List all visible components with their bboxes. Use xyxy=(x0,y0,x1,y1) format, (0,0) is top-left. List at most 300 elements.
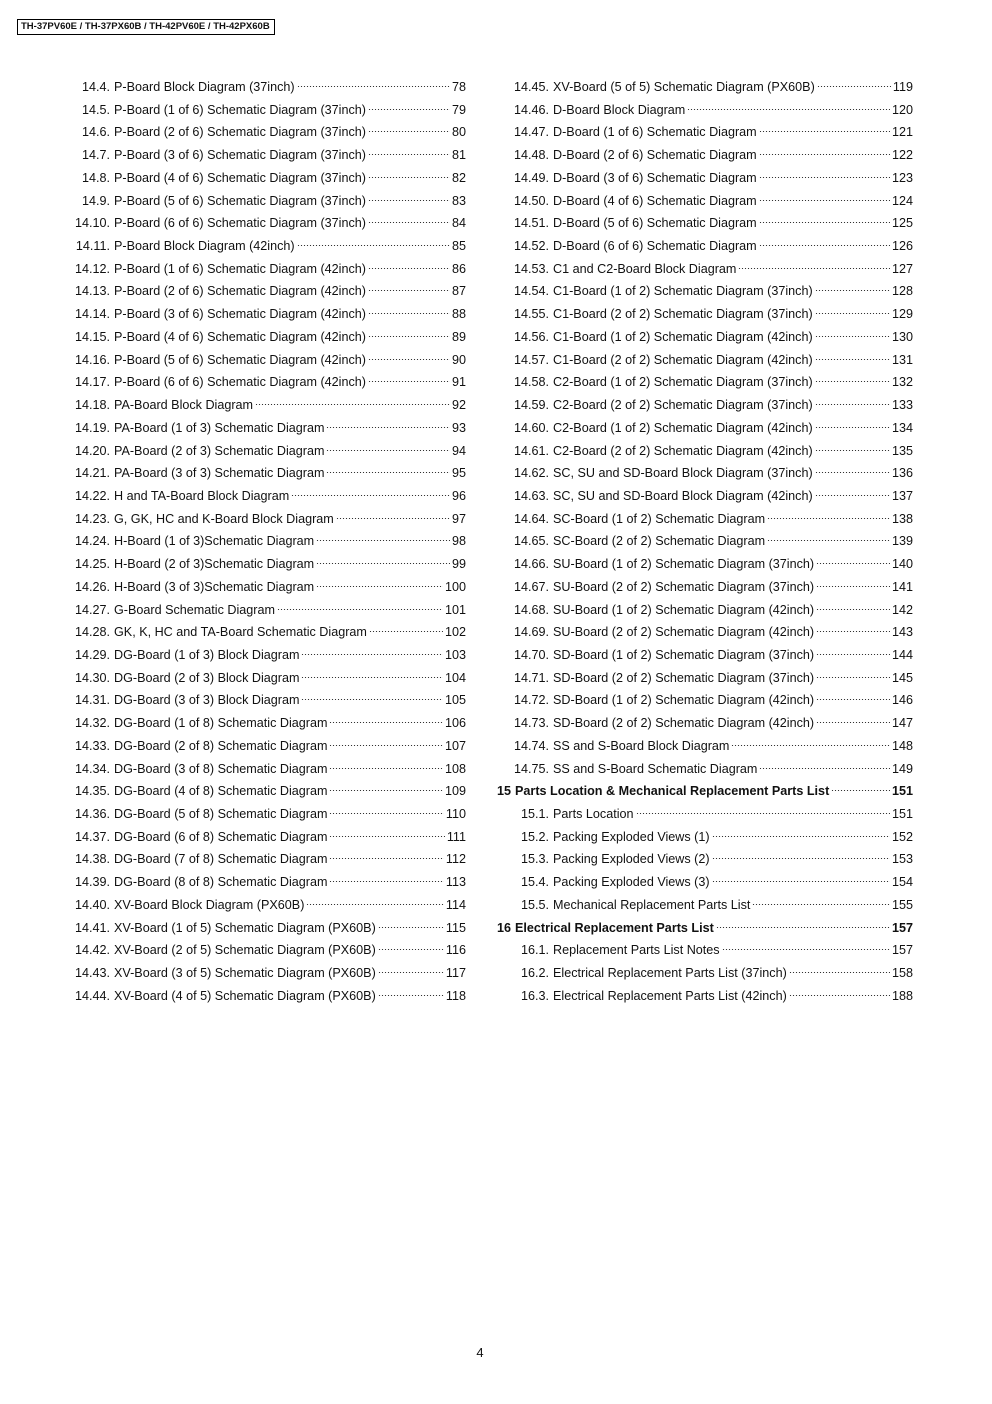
toc-entry-page: 99 xyxy=(451,557,466,572)
dotted-leader xyxy=(368,131,450,132)
toc-entry-title: DG-Board (7 of 8) Schematic Diagram xyxy=(114,852,328,867)
toc-entry-title: DG-Board (2 of 3) Block Diagram xyxy=(114,670,300,685)
toc-entry[interactable] xyxy=(497,621,913,644)
toc-entry-title: Replacement Parts List Notes xyxy=(553,943,720,958)
dotted-leader xyxy=(378,927,444,928)
toc-entry-page: 145 xyxy=(891,670,913,685)
model-header: TH-37PV60E / TH-37PX60B / TH-42PV60E / TH-42PX60B xyxy=(17,19,275,35)
toc-entry[interactable] xyxy=(497,894,913,917)
toc-entry-page: 155 xyxy=(891,897,913,912)
toc-entry[interactable] xyxy=(497,667,913,690)
toc-entry[interactable] xyxy=(70,826,466,849)
toc-entry[interactable] xyxy=(497,553,913,576)
toc-entry[interactable] xyxy=(70,758,466,781)
toc-entry-title: DG-Board (8 of 8) Schematic Diagram xyxy=(114,875,328,890)
toc-entry-page: 85 xyxy=(451,239,466,254)
toc-entry-number: 15.5. xyxy=(520,897,549,912)
toc-entry[interactable] xyxy=(497,644,913,667)
toc-entry[interactable] xyxy=(70,303,466,326)
dotted-leader xyxy=(789,995,890,996)
toc-entry[interactable] xyxy=(497,99,913,122)
dotted-leader xyxy=(759,245,890,246)
toc-entry-page: 116 xyxy=(445,943,466,958)
toc-entry-page: 158 xyxy=(891,966,913,981)
toc-entry-number: 14.71. xyxy=(513,670,549,685)
dotted-leader xyxy=(369,631,443,632)
toc-entry[interactable] xyxy=(70,258,466,281)
toc-entry[interactable] xyxy=(497,826,913,849)
toc-entry-number: 14.70. xyxy=(513,647,549,662)
dotted-leader xyxy=(329,790,443,791)
dotted-leader xyxy=(368,336,450,337)
toc-entry-page: 127 xyxy=(891,261,913,276)
toc-entry-number: 14.17. xyxy=(74,375,110,390)
toc-entry-title: DG-Board (1 of 3) Block Diagram xyxy=(114,647,300,662)
toc-entry[interactable] xyxy=(497,985,913,1008)
toc-entry-number: 14.13. xyxy=(74,284,110,299)
dotted-leader xyxy=(316,586,443,587)
toc-entry-title: P-Board (4 of 6) Schematic Diagram (42inch) xyxy=(114,329,366,344)
toc-entry[interactable] xyxy=(497,485,913,508)
toc-entry-number: 14.63. xyxy=(513,488,549,503)
dotted-leader xyxy=(329,722,443,723)
toc-entry-title: D-Board (1 of 6) Schematic Diagram xyxy=(553,125,757,140)
dotted-leader xyxy=(738,268,890,269)
toc-entry-title: C1-Board (1 of 2) Schematic Diagram (42inch) xyxy=(553,329,813,344)
toc-entry[interactable] xyxy=(70,485,466,508)
toc-entry-title: XV-Board Block Diagram (PX60B) xyxy=(114,897,305,912)
toc-entry[interactable] xyxy=(70,780,466,803)
dotted-leader xyxy=(712,881,890,882)
toc-entry-title: P-Board (3 of 6) Schematic Diagram (37inch) xyxy=(114,148,366,163)
toc-entry-number: 14.43. xyxy=(74,966,110,981)
toc-entry[interactable] xyxy=(497,371,913,394)
toc-entry-title: PA-Board (1 of 3) Schematic Diagram xyxy=(114,420,325,435)
toc-entry[interactable] xyxy=(70,576,466,599)
toc-entry-title: G-Board Schematic Diagram xyxy=(114,602,275,617)
toc-entry[interactable] xyxy=(497,190,913,213)
toc-entry-title: SS and S-Board Schematic Diagram xyxy=(553,761,758,776)
toc-entry[interactable] xyxy=(70,667,466,690)
toc-entry[interactable] xyxy=(497,462,913,485)
toc-entry-title: C2-Board (1 of 2) Schematic Diagram (37inch) xyxy=(553,375,813,390)
toc-entry-title: P-Board (6 of 6) Schematic Diagram (37inch) xyxy=(114,216,366,231)
dotted-leader xyxy=(687,109,890,110)
toc-entry-page: 148 xyxy=(891,738,913,753)
toc-entry-title: Packing Exploded Views (2) xyxy=(553,852,710,867)
toc-entry-page: 114 xyxy=(445,897,466,912)
toc-entry-number: 14.6. xyxy=(81,125,110,140)
toc-entry-page: 133 xyxy=(891,398,913,413)
toc-entry-page: 157 xyxy=(891,943,913,958)
dotted-leader xyxy=(329,745,443,746)
toc-entry[interactable] xyxy=(70,394,466,417)
toc-entry-title: C1 and C2-Board Block Diagram xyxy=(553,261,737,276)
dotted-leader xyxy=(759,200,890,201)
dotted-leader xyxy=(291,495,450,496)
toc-entry[interactable] xyxy=(70,349,466,372)
toc-entry-page: 105 xyxy=(444,693,466,708)
toc-entry-page: 88 xyxy=(451,307,466,322)
toc-entry[interactable] xyxy=(70,848,466,871)
toc-entry[interactable] xyxy=(497,939,913,962)
dotted-leader xyxy=(368,222,450,223)
toc-entry-number: 14.45. xyxy=(513,80,549,94)
toc-entry[interactable] xyxy=(497,576,913,599)
toc-entry[interactable] xyxy=(70,894,466,917)
toc-entry-page: 90 xyxy=(451,352,466,367)
toc-entry-number: 14.33. xyxy=(74,738,110,753)
toc-entry-page: 138 xyxy=(891,511,913,526)
toc-entry-number: 14.10. xyxy=(74,216,110,231)
toc-entry-number: 14.15. xyxy=(74,329,110,344)
toc-entry[interactable] xyxy=(70,962,466,985)
toc-entry-page: 101 xyxy=(444,602,466,617)
toc-entry-page: 111 xyxy=(446,829,466,844)
toc-entry-page: 121 xyxy=(891,125,913,140)
toc-entry-number: 14.19. xyxy=(74,420,110,435)
dotted-leader xyxy=(368,290,450,291)
toc-entry[interactable] xyxy=(497,326,913,349)
dotted-leader xyxy=(368,177,450,178)
toc-entry-title: C1-Board (2 of 2) Schematic Diagram (37inch) xyxy=(553,307,813,322)
toc-entry[interactable] xyxy=(70,553,466,576)
dotted-leader xyxy=(301,699,443,700)
toc-entry-page: 135 xyxy=(891,443,913,458)
toc-entry-number: 14.18. xyxy=(74,398,110,413)
toc-entry-title: P-Board (2 of 6) Schematic Diagram (37inch) xyxy=(114,125,366,140)
dotted-leader xyxy=(816,722,890,723)
toc-entry-title: PA-Board (2 of 3) Schematic Diagram xyxy=(114,443,325,458)
toc-entry-number: 14.24. xyxy=(74,534,110,549)
toc-entry[interactable] xyxy=(70,371,466,394)
toc-entry-number: 14.58. xyxy=(513,375,549,390)
dotted-leader xyxy=(759,177,890,178)
toc-entry-title: P-Board (6 of 6) Schematic Diagram (42inch) xyxy=(114,375,366,390)
dotted-leader xyxy=(759,222,890,223)
dotted-leader xyxy=(816,586,890,587)
dotted-leader xyxy=(816,631,890,632)
toc-entry-title: SC-Board (1 of 2) Schematic Diagram xyxy=(553,511,766,526)
toc-entry[interactable] xyxy=(497,212,913,235)
toc-entry-page: 124 xyxy=(891,193,913,208)
toc-entry[interactable] xyxy=(70,417,466,440)
toc-entry-page: 137 xyxy=(891,488,913,503)
toc-entry[interactable] xyxy=(497,712,913,735)
dotted-leader xyxy=(712,836,890,837)
toc-entry-number: 14.20. xyxy=(74,443,110,458)
dotted-leader xyxy=(329,858,443,859)
toc-entry-number: 14.16. xyxy=(74,352,110,367)
toc-entry[interactable] xyxy=(497,76,913,99)
toc-entry-page: 132 xyxy=(891,375,913,390)
toc-entry-page: 97 xyxy=(451,511,466,526)
toc-entry-title: DG-Board (3 of 8) Schematic Diagram xyxy=(114,761,328,776)
toc-entry[interactable] xyxy=(497,144,913,167)
toc-entry-page: 118 xyxy=(445,988,466,1003)
toc-entry-title: P-Board (1 of 6) Schematic Diagram (42inch) xyxy=(114,261,366,276)
toc-entry[interactable] xyxy=(70,462,466,485)
toc-entry[interactable] xyxy=(70,508,466,531)
toc-entry-title: DG-Board (3 of 3) Block Diagram xyxy=(114,693,300,708)
toc-entry[interactable] xyxy=(497,758,913,781)
toc-entry[interactable] xyxy=(70,599,466,622)
toc-entry[interactable] xyxy=(70,235,466,258)
dotted-leader xyxy=(831,790,890,791)
toc-entry-page: 94 xyxy=(451,443,466,458)
dotted-leader xyxy=(815,427,890,428)
toc-entry-number: 14.29. xyxy=(74,647,110,662)
toc-entry-number: 14.49. xyxy=(513,170,549,185)
toc-entry-number: 14.31. xyxy=(74,693,110,708)
dotted-leader xyxy=(301,654,443,655)
dotted-leader xyxy=(815,290,890,291)
toc-entry-title: SD-Board (1 of 2) Schematic Diagram (42inch) xyxy=(553,693,815,708)
toc-entry-page: 122 xyxy=(891,148,913,163)
toc-entry-page: 78 xyxy=(451,80,466,94)
toc-entry-number: 14.38. xyxy=(74,852,110,867)
toc-entry-page: 143 xyxy=(891,625,913,640)
dotted-leader xyxy=(326,427,450,428)
dotted-leader xyxy=(767,518,890,519)
toc-entry-page: 110 xyxy=(445,807,466,821)
toc-entry-number: 14.72. xyxy=(513,693,549,708)
toc-entry[interactable] xyxy=(70,644,466,667)
dotted-leader xyxy=(731,745,890,746)
dotted-leader xyxy=(712,858,890,859)
toc-entry-title: DG-Board (4 of 8) Schematic Diagram xyxy=(114,784,328,799)
toc-entry-title: Parts Location xyxy=(553,807,634,821)
page-number: 4 xyxy=(476,1345,484,1360)
toc-entry-number: 14.42. xyxy=(74,943,110,958)
dotted-leader xyxy=(752,904,890,905)
toc-entry-number: 15.4. xyxy=(520,875,549,890)
toc-entry-page: 102 xyxy=(444,625,466,640)
toc-entry-page: 130 xyxy=(891,329,913,344)
toc-entry-number: 14.25. xyxy=(74,557,110,572)
toc-entry-number: 14.48. xyxy=(513,148,549,163)
toc-entry-page: 188 xyxy=(891,988,913,1003)
dotted-leader xyxy=(368,381,450,382)
toc-entry[interactable] xyxy=(70,871,466,894)
toc-entry-number: 14.27. xyxy=(74,602,110,617)
toc-entry-title: Electrical Replacement Parts List (42inch) xyxy=(553,988,787,1003)
dotted-leader xyxy=(301,677,443,678)
dotted-leader xyxy=(815,472,890,473)
toc-entry-page: 129 xyxy=(891,307,913,322)
toc-entry-page: 147 xyxy=(891,716,913,731)
toc-entry-page: 126 xyxy=(891,239,913,254)
toc-entry-page: 84 xyxy=(451,216,466,231)
toc-entry-number: 14.41. xyxy=(74,920,110,935)
toc-entry-title: SU-Board (2 of 2) Schematic Diagram (42inch) xyxy=(553,625,815,640)
dotted-leader xyxy=(368,313,450,314)
toc-entry-number: 14.36. xyxy=(74,807,110,821)
dotted-leader xyxy=(329,813,443,814)
toc-entry[interactable] xyxy=(497,258,913,281)
dotted-leader xyxy=(368,200,450,201)
toc-entry[interactable] xyxy=(70,144,466,167)
dotted-leader xyxy=(816,609,890,610)
toc-entry-number: 14.21. xyxy=(74,466,110,481)
dotted-leader xyxy=(297,245,450,246)
toc-entry-number: 14.37. xyxy=(74,829,110,844)
toc-entry-number: 15.3. xyxy=(520,852,549,867)
toc-entry-number: 14.53. xyxy=(513,261,549,276)
toc-entry-number: 14.11. xyxy=(75,239,110,254)
toc-entry-number: 14.14. xyxy=(74,307,110,322)
toc-entry-title: D-Board Block Diagram xyxy=(553,102,686,117)
toc-left-column xyxy=(70,76,466,1007)
toc-entry-number: 16.1. xyxy=(520,943,549,958)
toc-entry[interactable] xyxy=(70,939,466,962)
toc-entry-title: SC, SU and SD-Board Block Diagram (37inch) xyxy=(553,466,813,481)
toc-entry-title: H-Board (3 of 3)Schematic Diagram xyxy=(114,579,315,594)
toc-entry-number: 14.22. xyxy=(74,488,110,503)
toc-entry-page: 125 xyxy=(891,216,913,231)
dotted-leader xyxy=(722,949,890,950)
toc-entry-title: SS and S-Board Block Diagram xyxy=(553,738,730,753)
toc-entry[interactable] xyxy=(70,712,466,735)
toc-entry-number: 14.69. xyxy=(513,625,549,640)
toc-entry[interactable] xyxy=(497,871,913,894)
dotted-leader xyxy=(716,927,890,928)
toc-entry-number: 14.60. xyxy=(513,420,549,435)
toc-entry-title: DG-Board (5 of 8) Schematic Diagram xyxy=(114,807,328,821)
dotted-leader xyxy=(378,949,444,950)
toc-entry[interactable] xyxy=(497,167,913,190)
toc-entry[interactable] xyxy=(497,121,913,144)
toc-entry-number: 14.64. xyxy=(513,511,549,526)
toc-entry-page: 152 xyxy=(891,829,913,844)
toc-entry-number: 14.55. xyxy=(513,307,549,322)
toc-entry[interactable] xyxy=(497,508,913,531)
dotted-leader xyxy=(759,154,890,155)
toc-entry[interactable] xyxy=(70,689,466,712)
toc-entry-page: 79 xyxy=(451,102,466,117)
toc-entry[interactable] xyxy=(70,735,466,758)
dotted-leader xyxy=(815,450,890,451)
toc-entry[interactable] xyxy=(70,190,466,213)
toc-entry[interactable] xyxy=(497,417,913,440)
toc-entry[interactable] xyxy=(70,326,466,349)
toc-entry-title: P-Board Block Diagram (37inch) xyxy=(114,80,295,94)
toc-entry-page: 136 xyxy=(891,466,913,481)
toc-entry[interactable] xyxy=(70,985,466,1008)
toc-entry-page: 106 xyxy=(444,716,466,731)
toc-entry-title: Mechanical Replacement Parts List xyxy=(553,897,751,912)
dotted-leader xyxy=(329,768,443,769)
toc-section-heading[interactable] xyxy=(497,917,913,940)
dotted-leader xyxy=(336,518,450,519)
toc-entry-page: 95 xyxy=(451,466,466,481)
dotted-leader xyxy=(316,540,450,541)
toc-entry-title: D-Board (4 of 6) Schematic Diagram xyxy=(553,193,757,208)
toc-entry-page: 119 xyxy=(892,80,913,94)
toc-entry-title: DG-Board (6 of 8) Schematic Diagram xyxy=(114,829,328,844)
toc-entry[interactable] xyxy=(70,167,466,190)
toc-entry[interactable] xyxy=(70,212,466,235)
toc-entry[interactable] xyxy=(497,440,913,463)
toc-entry[interactable] xyxy=(497,689,913,712)
toc-entry[interactable] xyxy=(70,917,466,940)
dotted-leader xyxy=(816,699,890,700)
toc-entry-page: 146 xyxy=(891,693,913,708)
toc-entry-title: Packing Exploded Views (3) xyxy=(553,875,710,890)
toc-entry[interactable] xyxy=(497,962,913,985)
toc-entry-title: H-Board (2 of 3)Schematic Diagram xyxy=(114,557,315,572)
toc-entry-number: 14.40. xyxy=(74,897,110,912)
toc-entry[interactable] xyxy=(497,735,913,758)
toc-entry-page: 141 xyxy=(891,579,913,594)
toc-entry-title: XV-Board (4 of 5) Schematic Diagram (PX60B) xyxy=(114,988,376,1003)
toc-entry-number: 15.2. xyxy=(520,829,549,844)
dotted-leader xyxy=(368,359,450,360)
toc-entry[interactable] xyxy=(497,599,913,622)
dotted-leader xyxy=(306,904,444,905)
toc-entry-title: SD-Board (2 of 2) Schematic Diagram (42inch) xyxy=(553,716,815,731)
toc-entry-number: 14.56. xyxy=(513,329,549,344)
toc-entry[interactable] xyxy=(497,848,913,871)
toc-entry-title: D-Board (2 of 6) Schematic Diagram xyxy=(553,148,757,163)
dotted-leader xyxy=(326,450,450,451)
toc-entry-title: SU-Board (1 of 2) Schematic Diagram (42inch) xyxy=(553,602,815,617)
toc-entry[interactable] xyxy=(497,803,913,826)
toc-entry-title: P-Board (2 of 6) Schematic Diagram (42inch) xyxy=(114,284,366,299)
toc-entry-title: D-Board (3 of 6) Schematic Diagram xyxy=(553,170,757,185)
toc-entry[interactable] xyxy=(70,621,466,644)
toc-entry-title: P-Board (3 of 6) Schematic Diagram (42inch) xyxy=(114,307,366,322)
toc-entry[interactable] xyxy=(497,280,913,303)
toc-entry[interactable] xyxy=(497,394,913,417)
toc-entry[interactable] xyxy=(70,803,466,826)
toc-entry-page: 108 xyxy=(444,761,466,776)
toc-section-heading[interactable] xyxy=(497,780,913,803)
toc-entry[interactable] xyxy=(497,349,913,372)
toc-entry-page: 128 xyxy=(891,284,913,299)
toc-entry-number: 16 xyxy=(497,920,512,935)
toc-entry-number: 14.51. xyxy=(513,216,549,231)
toc-entry[interactable] xyxy=(70,280,466,303)
toc-entry[interactable] xyxy=(70,121,466,144)
toc-entry[interactable] xyxy=(70,530,466,553)
toc-entry-title: P-Board (5 of 6) Schematic Diagram (37inch) xyxy=(114,193,366,208)
toc-entry-page: 113 xyxy=(445,875,466,890)
toc-entry-page: 91 xyxy=(451,375,466,390)
toc-entry-page: 149 xyxy=(891,761,913,776)
toc-entry[interactable] xyxy=(497,530,913,553)
toc-entry[interactable] xyxy=(497,235,913,258)
toc-entry-number: 14.39. xyxy=(74,875,110,890)
toc-entry-page: 144 xyxy=(891,647,913,662)
dotted-leader xyxy=(329,836,444,837)
toc-entry-title: DG-Board (1 of 8) Schematic Diagram xyxy=(114,716,328,731)
toc-entry[interactable] xyxy=(70,440,466,463)
dotted-leader xyxy=(759,768,890,769)
toc-entry-title: C1-Board (1 of 2) Schematic Diagram (37inch) xyxy=(553,284,813,299)
toc-entry[interactable] xyxy=(70,76,466,99)
toc-entry-page: 100 xyxy=(444,579,466,594)
dotted-leader xyxy=(368,109,450,110)
dotted-leader xyxy=(817,86,891,87)
toc-entry-page: 87 xyxy=(451,284,466,299)
toc-entry-page: 107 xyxy=(444,738,466,753)
toc-entry-page: 123 xyxy=(891,170,913,185)
toc-entry[interactable] xyxy=(70,99,466,122)
toc-entry-number: 14.7. xyxy=(81,148,110,163)
toc-entry-number: 16.2. xyxy=(520,966,549,981)
toc-entry[interactable] xyxy=(497,303,913,326)
